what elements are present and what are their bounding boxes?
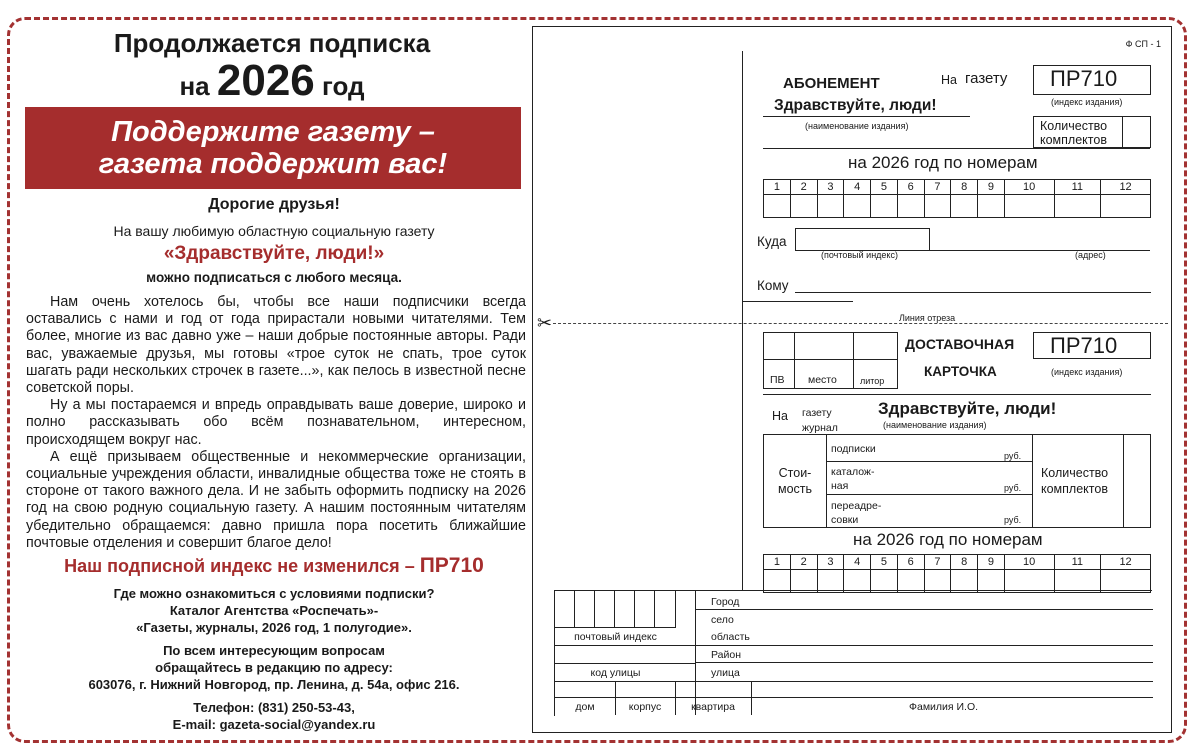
index-line: Наш подписной индекс не изменился – ПР710 — [64, 554, 484, 577]
cut-line — [553, 323, 1168, 324]
months-checkbox-row[interactable] — [764, 195, 1151, 218]
period-title: на 2026 год по номерам — [848, 153, 1038, 172]
quantity-box[interactable]: Количество комплектов — [1033, 116, 1151, 148]
scissors-icon: ✂ — [537, 313, 553, 333]
recipient-field[interactable] — [795, 292, 1151, 293]
page-title — [24, 28, 520, 109]
publication-name-2: Здравствуйте, люди! — [878, 399, 1057, 418]
title-line-1: Продолжается подписка — [113, 28, 431, 58]
publication-name: Здравствуйте, люди! — [774, 97, 937, 114]
year: 2026 — [216, 56, 315, 105]
cost-table[interactable]: Стои- мость подписки руб. каталож- ная руб. переадре- совки руб. Количество комплектов — [763, 434, 1151, 528]
vertical-divider — [742, 51, 743, 591]
slogan-banner: Поддержите газету – газета поддержит вас! — [25, 107, 521, 189]
index-field[interactable]: ПР710 — [1033, 65, 1151, 95]
subscription-form: Ф СП - 1 АБОНЕМЕНТ На газету ПР710 (индекс издания) Здравствуйте, люди! (наименование издания) Количество комплектов на 2026 год по номерам 1 2 3 4 5 6 7 8 9 10 11 12 Куда (почтовый индекс) (адрес) Кому ✂ Линия отреза ПВ место литор ДОСТАВОЧНАЯ ПР710 КАРТОЧКА (индекс издания) На газету журнал Здравствуйте, люди! (наименование издания) Стои- мость подписки руб. каталож- ная руб. переадре- совки руб. Количество комплектов на 2026 год по номерам 1 2 3 4 5 6 7 8 9 10 11 12 почтовый индекс Город село область Район улица код улицы дом корпус квартира Фамилия И.О. — [532, 26, 1172, 733]
greeting: Дорогие друзья! — [208, 196, 340, 213]
letter-body — [26, 294, 526, 552]
contacts — [24, 699, 524, 733]
months-grid-1[interactable] — [763, 179, 1151, 218]
paper-name: «Здравствуйте, люди!» — [163, 243, 385, 264]
editorial-address: По всем интересующим вопросам обращайтесь в редакцию по адресу: 603076, г. Нижний Новгород, пр. Ленина, д. 54а, офис 216. — [88, 643, 460, 692]
index-field-2[interactable]: ПР710 — [1033, 332, 1151, 359]
address-field[interactable] — [930, 250, 1150, 251]
months-row: 1 2 3 4 5 6 7 8 9 10 11 12 — [764, 180, 1151, 195]
period-title-2: на 2026 год по номерам — [853, 530, 1043, 549]
paragraph: А ещё призываем общественные и некоммерческие организации, социальные учреждения области, инвалидные общества тоже не стоять в стороне от такого важного дела. И не забыть оформить подписку на 2026 год на свою родную социальную газету. А нашим постоянным читателям убедительно обращаемся: давно пришла пора посетить ближайшие почтовые отделения и совершит благое дело! — [26, 448, 526, 551]
catalog-info: Где можно ознакомиться с условиями подписки? Каталог Агентства «Роспечать»- «Газеты, журналы, 2026 год, 1 полугодие». — [113, 586, 435, 635]
postal-index-field[interactable] — [795, 228, 930, 251]
index-code: ПР710 — [419, 554, 484, 577]
form-code: Ф СП - 1 — [1125, 39, 1161, 49]
paragraph: Нам очень хотелось бы, чтобы все наши подписчики всегда оставались с нами и год от года прирастали новыми читателями. Тем более, многие из вас давно уже – наши добрые постоянные авторы. Ради вас, уважаемые друзья, мы готовы «трое суток не спать, трое суток шагать ради нескольких строчек в газете...», как пелось в известной песне советской поры. — [26, 294, 526, 397]
phone: Телефон: (831) 250-53-43, — [193, 700, 355, 715]
paragraph: Ну а мы постараемся и впредь оправдывать ваше доверие, широко и полно рассказывать обо всём познавательном, интересном, происходящем вокруг нас. — [26, 397, 526, 448]
intro: На вашу любимую областную социальную газету — [113, 223, 435, 239]
address-block[interactable]: почтовый индекс Город село область Район улица код улицы дом корпус квартира Фамилия И.О. — [554, 590, 1152, 716]
months-row: 1 2 3 4 5 6 7 8 9 10 11 12 — [764, 555, 1151, 570]
abonement-title: АБОНЕМЕНТ — [783, 75, 880, 92]
title-line-2: на 2026 год — [179, 56, 365, 105]
email: E-mail: gazeta-social@yandex.ru — [172, 717, 376, 732]
intro-2: можно подписаться с любого месяца. — [146, 270, 402, 285]
months-grid-2[interactable] — [763, 554, 1151, 593]
pv-box[interactable]: ПВ место литор — [763, 332, 898, 389]
